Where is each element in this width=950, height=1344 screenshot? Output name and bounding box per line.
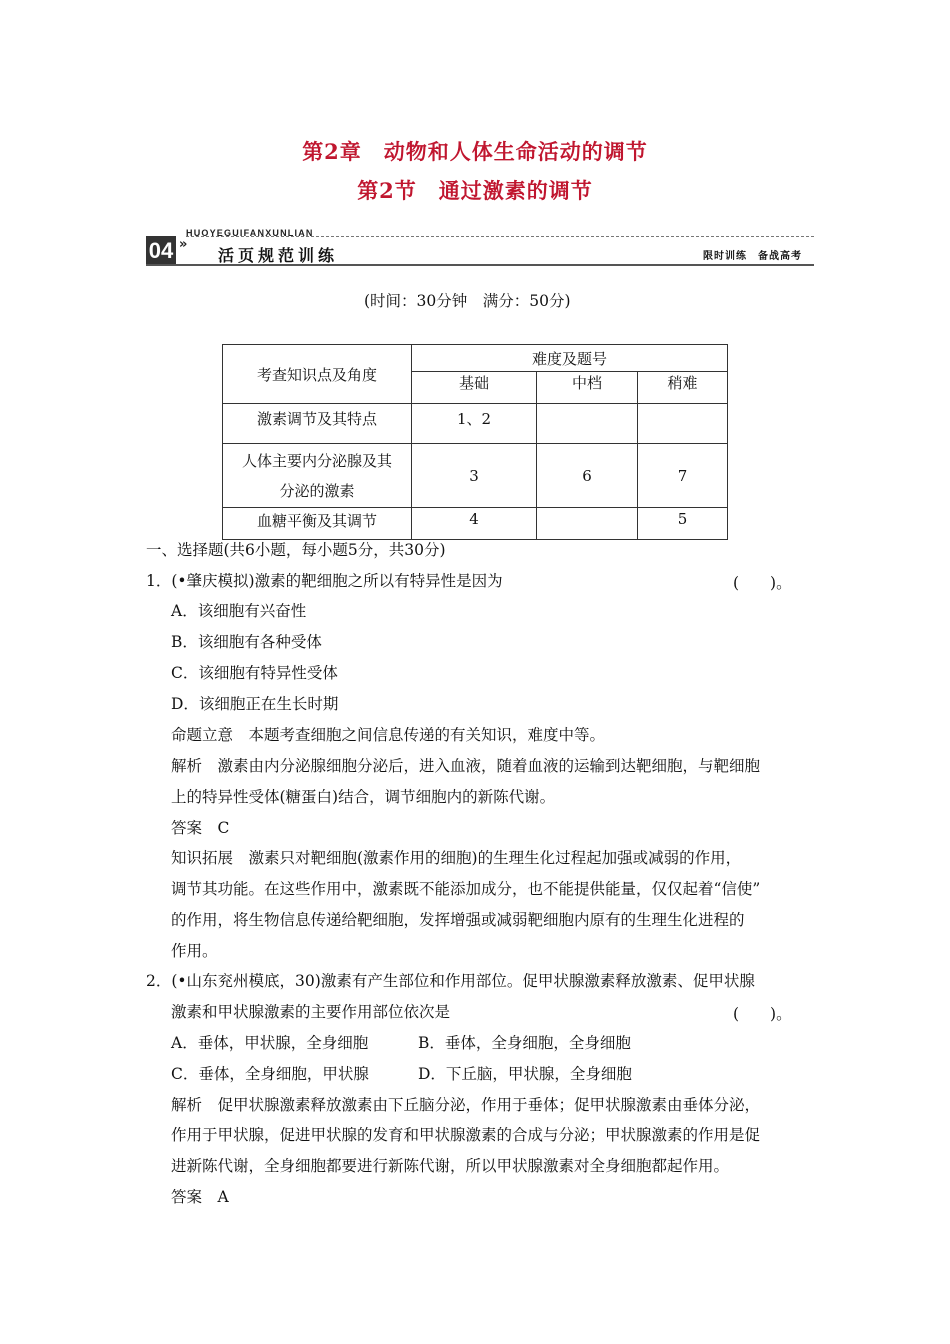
table-topic-line: 人体主要内分泌腺及其: [241, 451, 392, 470]
table-cell: [537, 508, 638, 540]
q1-intent: 命题立意 本题考查细胞之间信息传递的有关知识，难度中等。: [171, 726, 606, 744]
banner-tagline: 限时训练 备战高考: [703, 251, 802, 262]
knowledge-table: [222, 344, 728, 540]
table-cell: [638, 404, 728, 444]
banner-pinyin: HUOYEGUIFANXUNLIAN: [186, 228, 314, 238]
table-topic-line: 分泌的激素: [279, 481, 355, 500]
q2-stem: 2．(•山东兖州模底，30)激素有产生部位和作用部位。促甲状腺激素释放激素、促甲状腺: [146, 972, 755, 990]
q2-answer: 答案 A: [171, 1188, 229, 1206]
q1-option-a: A．该细胞有兴奋性: [171, 602, 307, 620]
table-cell: 4: [412, 508, 537, 540]
q1-option-d: D．该细胞正在生长时期: [171, 695, 339, 713]
q1-extension-cont: 作用。: [171, 942, 218, 960]
q2-analysis-cont: 作用于甲状腺，促进甲状腺的发育和甲状腺激素的合成与分泌；甲状腺激素的作用是促: [171, 1126, 761, 1144]
table-cell: 6: [537, 444, 638, 508]
table-cell: 3: [412, 444, 537, 508]
q2-analysis-cont: 进新陈代谢，全身细胞都要进行新陈代谢，所以甲状腺激素对全身细胞都起作用。: [171, 1157, 730, 1175]
q1-extension-cont: 的作用，将生物信息传递给靶细胞，发挥增强或减弱靶细胞内原有的生理生化进程的: [171, 911, 745, 929]
table-cell: 1、2: [412, 404, 537, 444]
table-row: [223, 508, 728, 540]
section-heading: 一、选择题(共6小题，每小题5分，共30分): [146, 541, 446, 559]
banner-number-badge: 04: [146, 236, 176, 266]
q1-extension-cont: 调节其功能。在这些作用中，激素既不能添加成分，也不能提供能量，仅仅起着“信使”: [171, 880, 761, 898]
q1-analysis-cont: 上的特异性受体(糖蛋白)结合，调节细胞内的新陈代谢。: [171, 788, 556, 806]
q1-answer: 答案 C: [171, 819, 230, 837]
chevron-icon: »: [179, 237, 188, 252]
q1-analysis: 解析 激素由内分泌腺细胞分泌后，进入血液，随着血液的运输到达靶细胞，与靶细胞: [171, 757, 761, 775]
q2-option-b: B．垂体，全身细胞，全身细胞: [418, 1034, 631, 1052]
q1-answer-paren: ( )。: [733, 574, 792, 592]
q1-stem: 1．(•肇庆模拟)激素的靶细胞之所以有特异性是因为: [146, 572, 503, 590]
banner-dashed-line: [186, 236, 814, 237]
table-row: [223, 444, 728, 508]
table-col-basic: 基础: [412, 372, 537, 404]
table-topic: [223, 444, 412, 508]
time-info: (时间：30分钟 满分：50分): [364, 292, 571, 310]
table-topic: 激素调节及其特点: [223, 404, 412, 444]
q2-answer-paren: ( )。: [733, 1005, 792, 1023]
table-col-medium: 中档: [537, 372, 638, 404]
table-corner-header: 考查知识点及角度: [223, 345, 412, 404]
q2-option-d: D．下丘脑，甲状腺，全身细胞: [418, 1065, 632, 1083]
table-cell: 5: [638, 508, 728, 540]
banner-title: 活页规范训练: [218, 246, 339, 265]
table-row: [223, 404, 728, 444]
chapter-title: 第2章 动物和人体生命活动的调节: [302, 139, 648, 164]
banner-underline: [146, 264, 814, 266]
q2-option-c: C．垂体，全身细胞，甲状腺: [171, 1065, 369, 1083]
q1-option-b: B．该细胞有各种受体: [171, 633, 322, 651]
q2-stem-cont: 激素和甲状腺激素的主要作用部位依次是: [171, 1003, 451, 1021]
q2-option-a: A．垂体，甲状腺，全身细胞: [171, 1034, 369, 1052]
table-cell: [537, 404, 638, 444]
table-cell: 7: [638, 444, 728, 508]
q2-analysis: 解析 促甲状腺激素释放激素由下丘脑分泌，作用于垂体；促甲状腺激素由垂体分泌，: [171, 1096, 761, 1114]
q1-extension: 知识拓展 激素只对靶细胞(激素作用的细胞)的生理生化过程起加强或减弱的作用，: [171, 849, 742, 867]
section-title: 第2节 通过激素的调节: [357, 178, 593, 203]
table-group-header: 难度及题号: [412, 345, 728, 372]
table-topic: 血糖平衡及其调节: [223, 508, 412, 540]
table-col-hard: 稍难: [638, 372, 728, 404]
q1-option-c: C．该细胞有特异性受体: [171, 664, 338, 682]
